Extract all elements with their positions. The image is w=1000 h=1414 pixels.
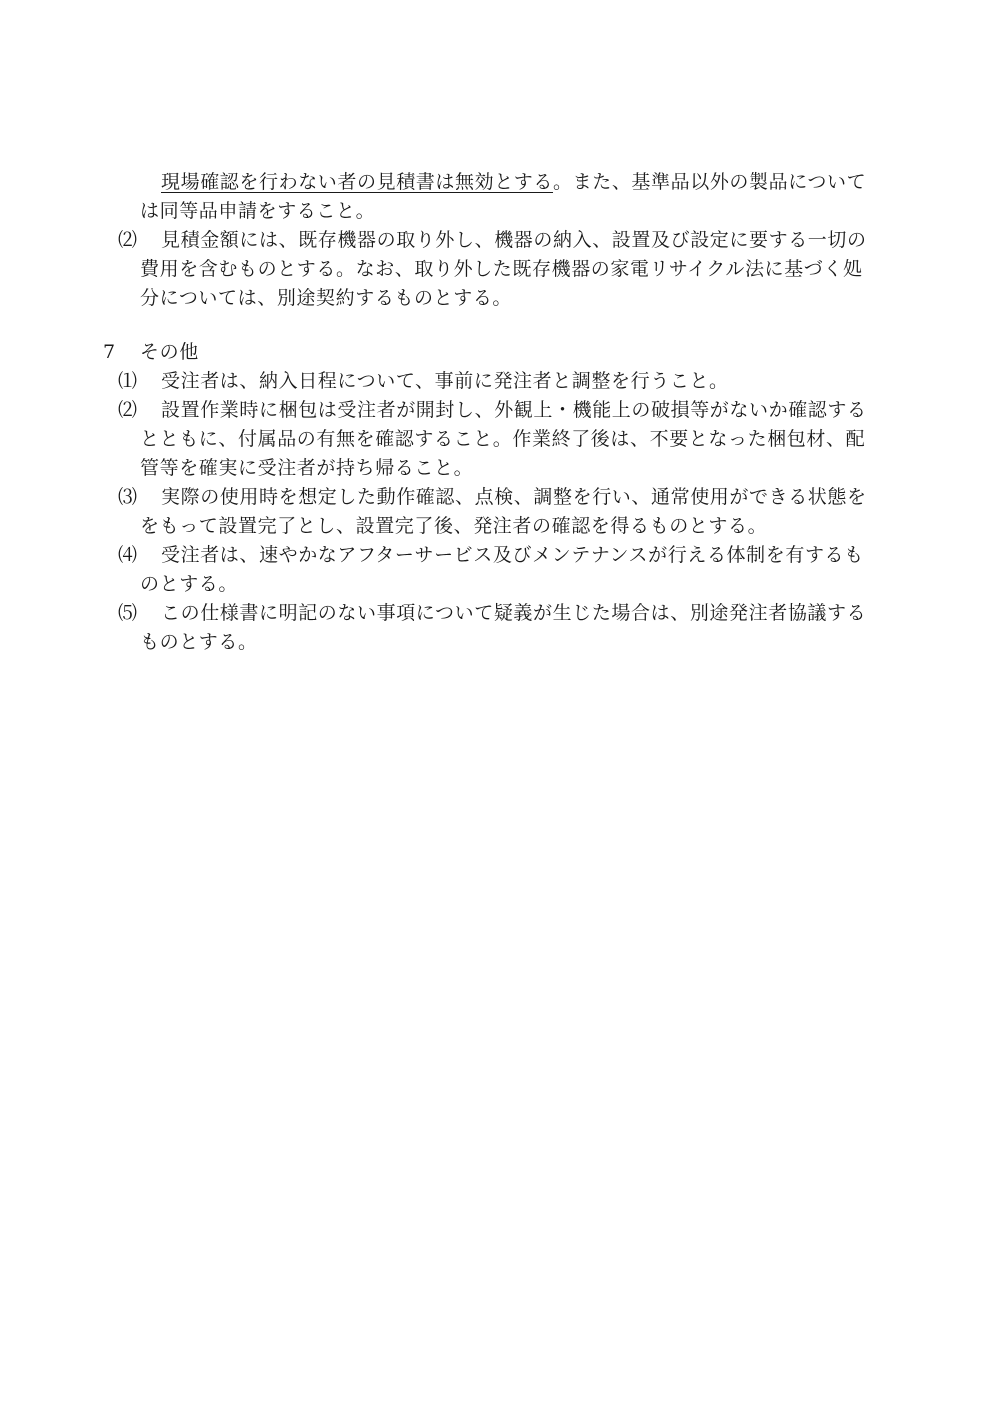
section-title: その他 bbox=[140, 341, 199, 363]
item-marker: ⑷ bbox=[118, 544, 138, 566]
item-1-line-1: 受注者は、納入日程について、事前に発注者と調整を行うこと。 bbox=[161, 370, 729, 392]
item-2-line-3: 管等を確実に受注者が持ち帰ること。 bbox=[140, 457, 474, 479]
item-2-line-1: 設置作業時に梱包は受注者が開封し、外観上・機能上の破損等がないか確認する bbox=[161, 399, 867, 421]
item-marker: ⑵ bbox=[118, 399, 138, 421]
item-4-line-2: のとする。 bbox=[140, 573, 239, 595]
estimate-line-3: 分については、別途契約するものとする。 bbox=[140, 287, 513, 309]
continuation-line-2: は同等品申請をすること。 bbox=[140, 200, 376, 222]
estimate-line-1: 見積金額には、既存機器の取り外し、機器の納入、設置及び設定に要する一切の bbox=[161, 229, 867, 251]
estimate-line-2: 費用を含むものとする。なお、取り外した既存機器の家電リサイクル法に基づく処 bbox=[140, 258, 863, 280]
item-3-line-2: をもって設置完了とし、設置完了後、発注者の確認を得るものとする。 bbox=[140, 515, 768, 537]
item-5-line-2: ものとする。 bbox=[140, 631, 258, 653]
item-2-line-2: とともに、付属品の有無を確認すること。作業終了後は、不要となった梱包材、配 bbox=[140, 428, 866, 450]
section-number: 7 bbox=[103, 341, 116, 363]
continuation-rest: 。また、基準品以外の製品について bbox=[553, 171, 867, 193]
item-3-line-1: 実際の使用時を想定した動作確認、点検、調整を行い、通常使用ができる状態を bbox=[161, 486, 867, 508]
item-5-line-1: この仕様書に明記のない事項について疑義が生じた場合は、別途発注者協議する bbox=[161, 602, 867, 624]
item-marker: ⑵ bbox=[118, 229, 138, 251]
item-marker: ⑸ bbox=[118, 602, 138, 624]
underlined-emphasis: 現場確認を行わない者の見積書は無効とする bbox=[161, 171, 554, 193]
item-marker: ⑴ bbox=[118, 370, 138, 392]
continuation-line-1 bbox=[161, 169, 866, 195]
item-4-line-1: 受注者は、速やかなアフターサービス及びメンテナンスが行える体制を有するも bbox=[161, 544, 864, 566]
item-marker: ⑶ bbox=[118, 486, 138, 508]
